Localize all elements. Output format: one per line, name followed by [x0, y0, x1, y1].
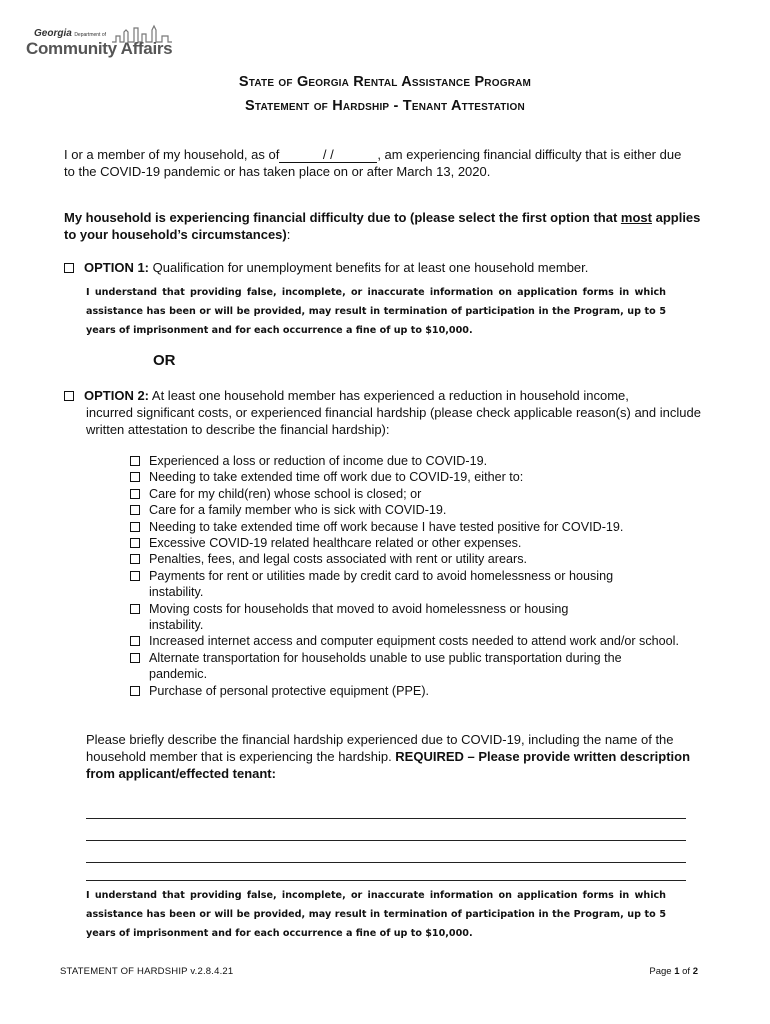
description-line[interactable]: [86, 818, 686, 819]
reason-checkbox[interactable]: [130, 571, 140, 581]
page-title: State of Georgia Rental Assistance Program: [238, 74, 532, 90]
option-2-checkbox[interactable]: [64, 391, 74, 401]
hardship-reasons-list: [130, 453, 700, 699]
reason-checkbox[interactable]: [130, 554, 140, 564]
option-1-text: Qualification for unemployment benefits for at least one household member.: [149, 260, 589, 275]
or-separator: OR: [153, 352, 176, 369]
reason-item: Care for my child(ren) whose school is closed; or: [130, 486, 700, 502]
page-number: Page 1 of 2: [649, 966, 698, 977]
reason-item: Increased internet access and computer equipment costs needed to attend work and/or school.: [130, 633, 700, 649]
option-2-label: OPTION 2:: [84, 388, 150, 403]
hardship-description-prompt: Please briefly describe the financial hardship experienced due to COVID-19, including the name of the household member that is experiencing the hardship. REQUIRED – Please provide written description from applicant/effected tenant:: [86, 732, 691, 781]
reason-checkbox[interactable]: [130, 489, 140, 499]
reason-item: Excessive COVID-19 related healthcare related or other expenses.: [130, 535, 700, 551]
page-subtitle: Statement of Hardship - Tenant Attestation: [245, 98, 525, 114]
description-line[interactable]: [86, 880, 686, 881]
option-2-text: incurred significant costs, or experienced financial hardship (please check applicable reason(s) and include written attestation to describe the financial hardship):: [86, 405, 701, 437]
reason-item: Penalties, fees, and legal costs associated with rent or utility arears.: [130, 551, 700, 567]
option-1: [64, 259, 704, 276]
reason-checkbox[interactable]: [130, 505, 140, 515]
reason-item: Moving costs for households that moved to avoid homelessness or housing instability.: [130, 601, 700, 634]
reason-item: Needing to take extended time off work because I have tested positive for COVID-19.: [130, 519, 700, 535]
option-instruction: My household is experiencing financial difficulty due to (please select the first option that most applies to your household’s circumstances):: [64, 210, 701, 242]
reason-checkbox[interactable]: [130, 604, 140, 614]
reason-checkbox[interactable]: [130, 686, 140, 696]
reason-item: Alternate transportation for households unable to use public transportation during the pandemic.: [130, 650, 700, 683]
reason-item: Care for a family member who is sick with COVID-19.: [130, 502, 700, 518]
reason-checkbox[interactable]: [130, 522, 140, 532]
intro-statement: I or a member of my household, as of / / , am experiencing financial difficulty that is either due to the COVID-19 pandemic or has taken place on or after March 13, 2020.: [64, 147, 682, 179]
reason-checkbox[interactable]: [130, 653, 140, 663]
logo-line1: Georgia Department of: [34, 28, 106, 39]
reason-checkbox[interactable]: [130, 472, 140, 482]
reason-item: Payments for rent or utilities made by credit card to avoid homelessness or housing instability.: [130, 568, 700, 601]
option-1-checkbox[interactable]: [64, 263, 74, 273]
date-field[interactable]: / /: [279, 148, 377, 163]
logo-wordmark: Community Affairs: [26, 39, 173, 58]
warning-statement: I understand that providing false, incomplete, or inaccurate information on application forms in which assistance has been or will be provided, may result in termination of participation in the Program, up to 5 years of imprisonment and for each occurrence a fine of up to $10,000.: [86, 287, 666, 336]
reason-checkbox[interactable]: [130, 636, 140, 646]
reason-item: Needing to take extended time off work due to COVID-19, either to:: [130, 469, 700, 485]
form-version: STATEMENT OF HARDSHIP v.2.8.4.21: [60, 966, 234, 977]
option-1-label: OPTION 1:: [84, 260, 150, 275]
description-line[interactable]: [86, 862, 686, 863]
option-2: OPTION 2: At least one household member has experienced a reduction in household income, incurred significant costs, or experienced financial hardship (please check applicable reason(s) and include written attestation to describe the financial hardship):: [64, 387, 704, 438]
warning-statement-footer: I understand that providing false, incomplete, or inaccurate information on application forms in which assistance has been or will be provided, may result in termination of participation in the Program, up to 5 years of imprisonment and for each occurrence a fine of up to $10,000.: [86, 890, 666, 939]
reason-item: Purchase of personal protective equipment (PPE).: [130, 683, 700, 699]
dca-logo: [26, 22, 173, 64]
reason-checkbox[interactable]: [130, 538, 140, 548]
reason-checkbox[interactable]: [130, 456, 140, 466]
reason-item: Experienced a loss or reduction of income due to COVID-19.: [130, 453, 700, 469]
description-line[interactable]: [86, 840, 686, 841]
